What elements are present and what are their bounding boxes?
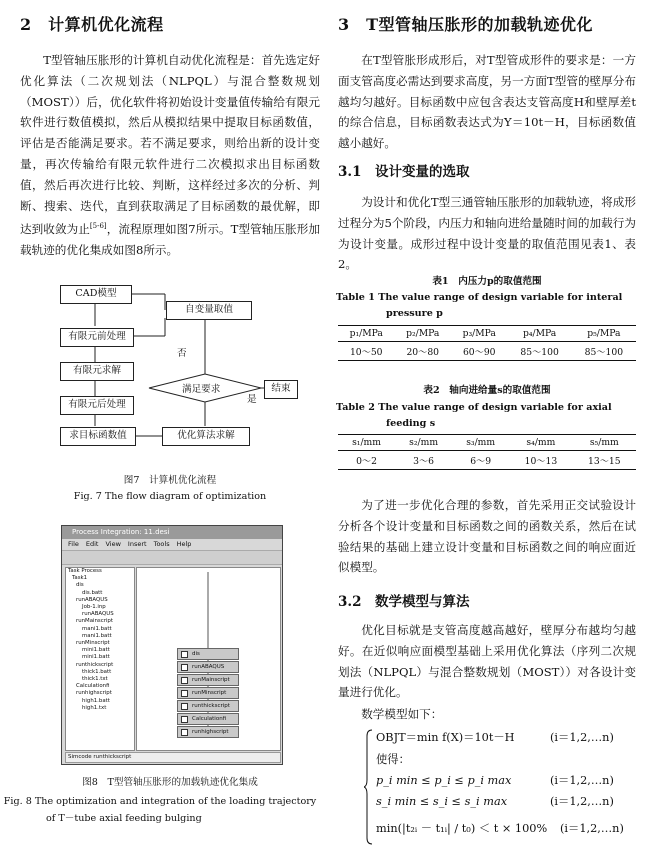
section-3-2-paragraph: 优化目标就是支管高度越高越好，壁厚分布越均匀越好。在近似响应面模型基础上采用优化算法（序列二次规划法（NLPQL）与混合整数规划（MOST））对各设计变量进行优化。 [338, 623, 636, 700]
fig8-caption-cn: 图8 T型管轴压胀形的加载轨迹优化集成 [82, 777, 258, 788]
fig8-caption-en-2: of T－tube axial feeding bulging [46, 813, 202, 824]
model-intro: 数学模型如下： [361, 707, 443, 721]
variable-box: 自变量取值 [166, 301, 252, 320]
table2-header-row: s₁/mm s₂/mm s₃/mm s₄/mm s₅/mm [338, 435, 636, 451]
equation-brace [364, 728, 374, 846]
equation-index-range-3: (i＝1,2,…n) [550, 795, 614, 808]
table2-caption-cn: 表2 轴向进给量s的取值范围 [423, 385, 551, 396]
condition-label: 满足要求 [182, 384, 221, 395]
section-3-title: 3 T型管轴压胀形的加载轨迹优化 [338, 15, 594, 34]
screenshot-toolbar [62, 550, 282, 565]
process-chain: dis runABAQUS runMainscript runMinscript runthickscript Calculationfi runhighscript [177, 648, 239, 739]
no-label: 否 [177, 348, 187, 359]
equation-index-range-1: (i＝1,2,…n) [550, 731, 614, 744]
thickness-constraint: min(|t₂ᵢ － t₁ᵢ| / t₀) ＜ t × 100% [376, 822, 548, 835]
section-3-2-title: 3.2 数学模型与算法 [338, 594, 470, 610]
table2-caption-en-2: feeding s [386, 418, 436, 429]
equation-index-range-2: (i＝1,2,…n) [550, 774, 614, 787]
software-screenshot [61, 525, 283, 765]
post-processing-box: 有限元后处理 [60, 396, 134, 415]
section-2-title: 2 计算机优化流程 [20, 15, 164, 34]
equation-index-range-4: (i＝1,2,…n) [560, 822, 624, 835]
table1-value-row: 10～50 20～80 60～90 85～100 85～100 [349, 347, 624, 358]
section-2-paragraph: T型管轴压胀形的计算机自动优化流程是：首先选定好优化算法（二次规划法（NLPQL）与混合整数规划（MOST））后，优化软件将初始设计变量值传输给有限元软件进行数值模拟，然后从模拟结果中提取目标函数值，评估是否能满足要求。若不满足要求，则给出新的设计变量，再次传输给有限元软件进行二次模拟求出目标函数值，然后再次进行比较、判断，这样经过多次的分析、判断、搜索、迭代，直到获取满足了目标函数的最优解，即达到收敛为止[5-6]，流程原理如图7所示。T型管轴压胀形加载轨迹的优化集成如图8所示。 [20, 53, 320, 258]
screenshot-titlebar: Process Integration: 11.desi [62, 526, 282, 539]
process-tree: Task Process Task1 dis dis.batt runABAQUS Job-1.inp runABAQUS runMainscript mani1.batt mani1.batt runMinscript mini1.batt mini1.batt runthickscript thick1.batt thick1.txt Calculationfi runhighscript high1.batt high1.txt [65, 567, 135, 751]
section-3-paragraph: 在T型管胀形成形后，对T型管成形件的要求是：一方面支管高度必需达到要求高度，另一方面T型管的壁厚分布越均匀越好。目标函数中应包含表达支管高度H和壁厚差t的综合信息，目标函数表达式为Y＝10t－H，目标函数值越小越好。 [338, 53, 636, 151]
process-flow-canvas [136, 567, 281, 751]
doe-paragraph: 为了进一步优化合理的参数，首先采用正交试验设计分析各个设计变量和目标函数之间的函数关系，然后在试验结果的基础上建立设计变量和目标函数之间的响应面近似模型。 [338, 498, 636, 575]
table1-caption-en-2: pressure p [386, 308, 443, 319]
table2-caption-en-1: Table 2 The value range of design variable for axial [336, 402, 612, 413]
screenshot-status: Simcode runthickscript [65, 752, 281, 763]
optimizer-box: 优化算法求解 [162, 427, 250, 446]
pre-processing-box: 有限元前处理 [60, 328, 134, 347]
table2 [338, 434, 636, 470]
table1-header-row: p₁/MPa p₂/MPa p₃/MPa p₄/MPa p₅/MPa [338, 326, 636, 342]
objective-equation: OBJT＝min f(X)＝10t－H [376, 731, 515, 744]
fig7-caption-en: Fig. 7 The flow diagram of optimization [73, 491, 267, 502]
cad-model-box: CAD模型 [60, 285, 132, 304]
pressure-constraint: p_i min ≤ p_i ≤ p_i max [376, 774, 512, 787]
objective-box: 求目标函数值 [60, 427, 136, 446]
feeding-constraint: s_i min ≤ s_i ≤ s_i max [376, 795, 508, 808]
table1-caption-en-1: Table 1 The value range of design variable for interal [336, 292, 623, 303]
solve-box: 有限元求解 [60, 362, 134, 381]
end-box: 结束 [264, 380, 298, 399]
table2-value-row: 0～2 3～6 6～9 10～13 13～15 [356, 456, 621, 467]
section-3-1-title: 3.1 设计变量的选取 [338, 164, 470, 180]
section-3-1-paragraph: 为设计和优化T型三通管轴压胀形的加载轨迹，将成形过程分为5个阶段，内压力和轴向进给量随时间的加载行为为设计变量。成形过程中设计变量的取值范围见表1、表2。 [338, 195, 636, 272]
table1 [338, 325, 636, 361]
screenshot-menubar: File Edit View Insert Tools Help [68, 540, 192, 548]
subject-to-label: 使得： [376, 753, 410, 766]
yes-label: 是 [247, 394, 257, 405]
citation: [5-6] [89, 222, 107, 231]
table1-caption-cn: 表1 内压力p的取值范围 [432, 276, 542, 287]
fig8-caption-en-1: Fig. 8 The optimization and integration of the loading trajectory [3, 796, 317, 807]
fig7-caption-cn: 图7 计算机优化流程 [123, 475, 217, 486]
